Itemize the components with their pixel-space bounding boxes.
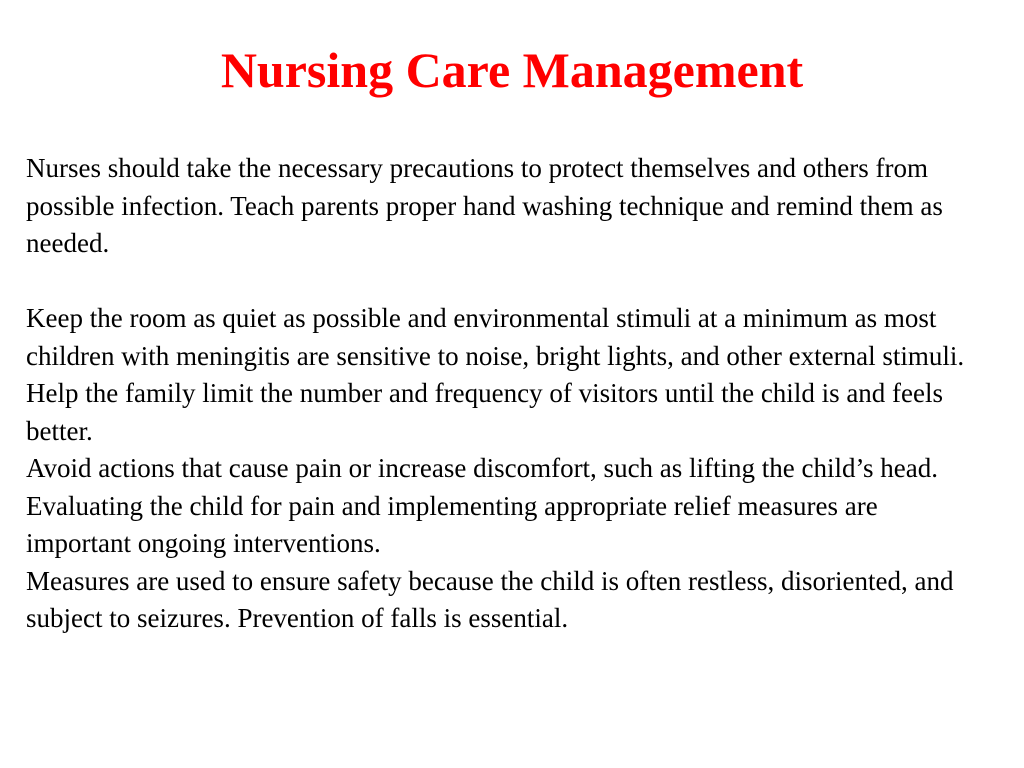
slide-title: Nursing Care Management: [220, 42, 804, 98]
paragraph-ensure-safety: Measures are used to ensure safety because the child is often restless, disoriented, and subject to seizures. Prevention of falls is essential.: [26, 565, 954, 633]
paragraph-limit-visitors: Help the family limit the number and frequency of visitors until the child is and feels better.: [26, 378, 944, 446]
paragraph-infection-precautions: Nurses should take the necessary precautions to protect themselves and others from possible infection. Teach parents proper hand washing technique and remind them as needed.: [26, 153, 943, 258]
paragraph-evaluate-pain: Evaluating the child for pain and implementing appropriate relief measures are important ongoing interventions.: [26, 490, 878, 558]
slide-body: [26, 150, 986, 638]
paragraph-avoid-pain: Avoid actions that cause pain or increase discomfort, such as lifting the child’s head.: [26, 453, 938, 483]
paragraph-quiet-room: Keep the room as quiet as possible and environmental stimuli at a minimum as most children with meningitis are sensitive to noise, bright lights, and other external stimuli.: [26, 303, 965, 371]
paragraph-spacer: [26, 263, 986, 301]
